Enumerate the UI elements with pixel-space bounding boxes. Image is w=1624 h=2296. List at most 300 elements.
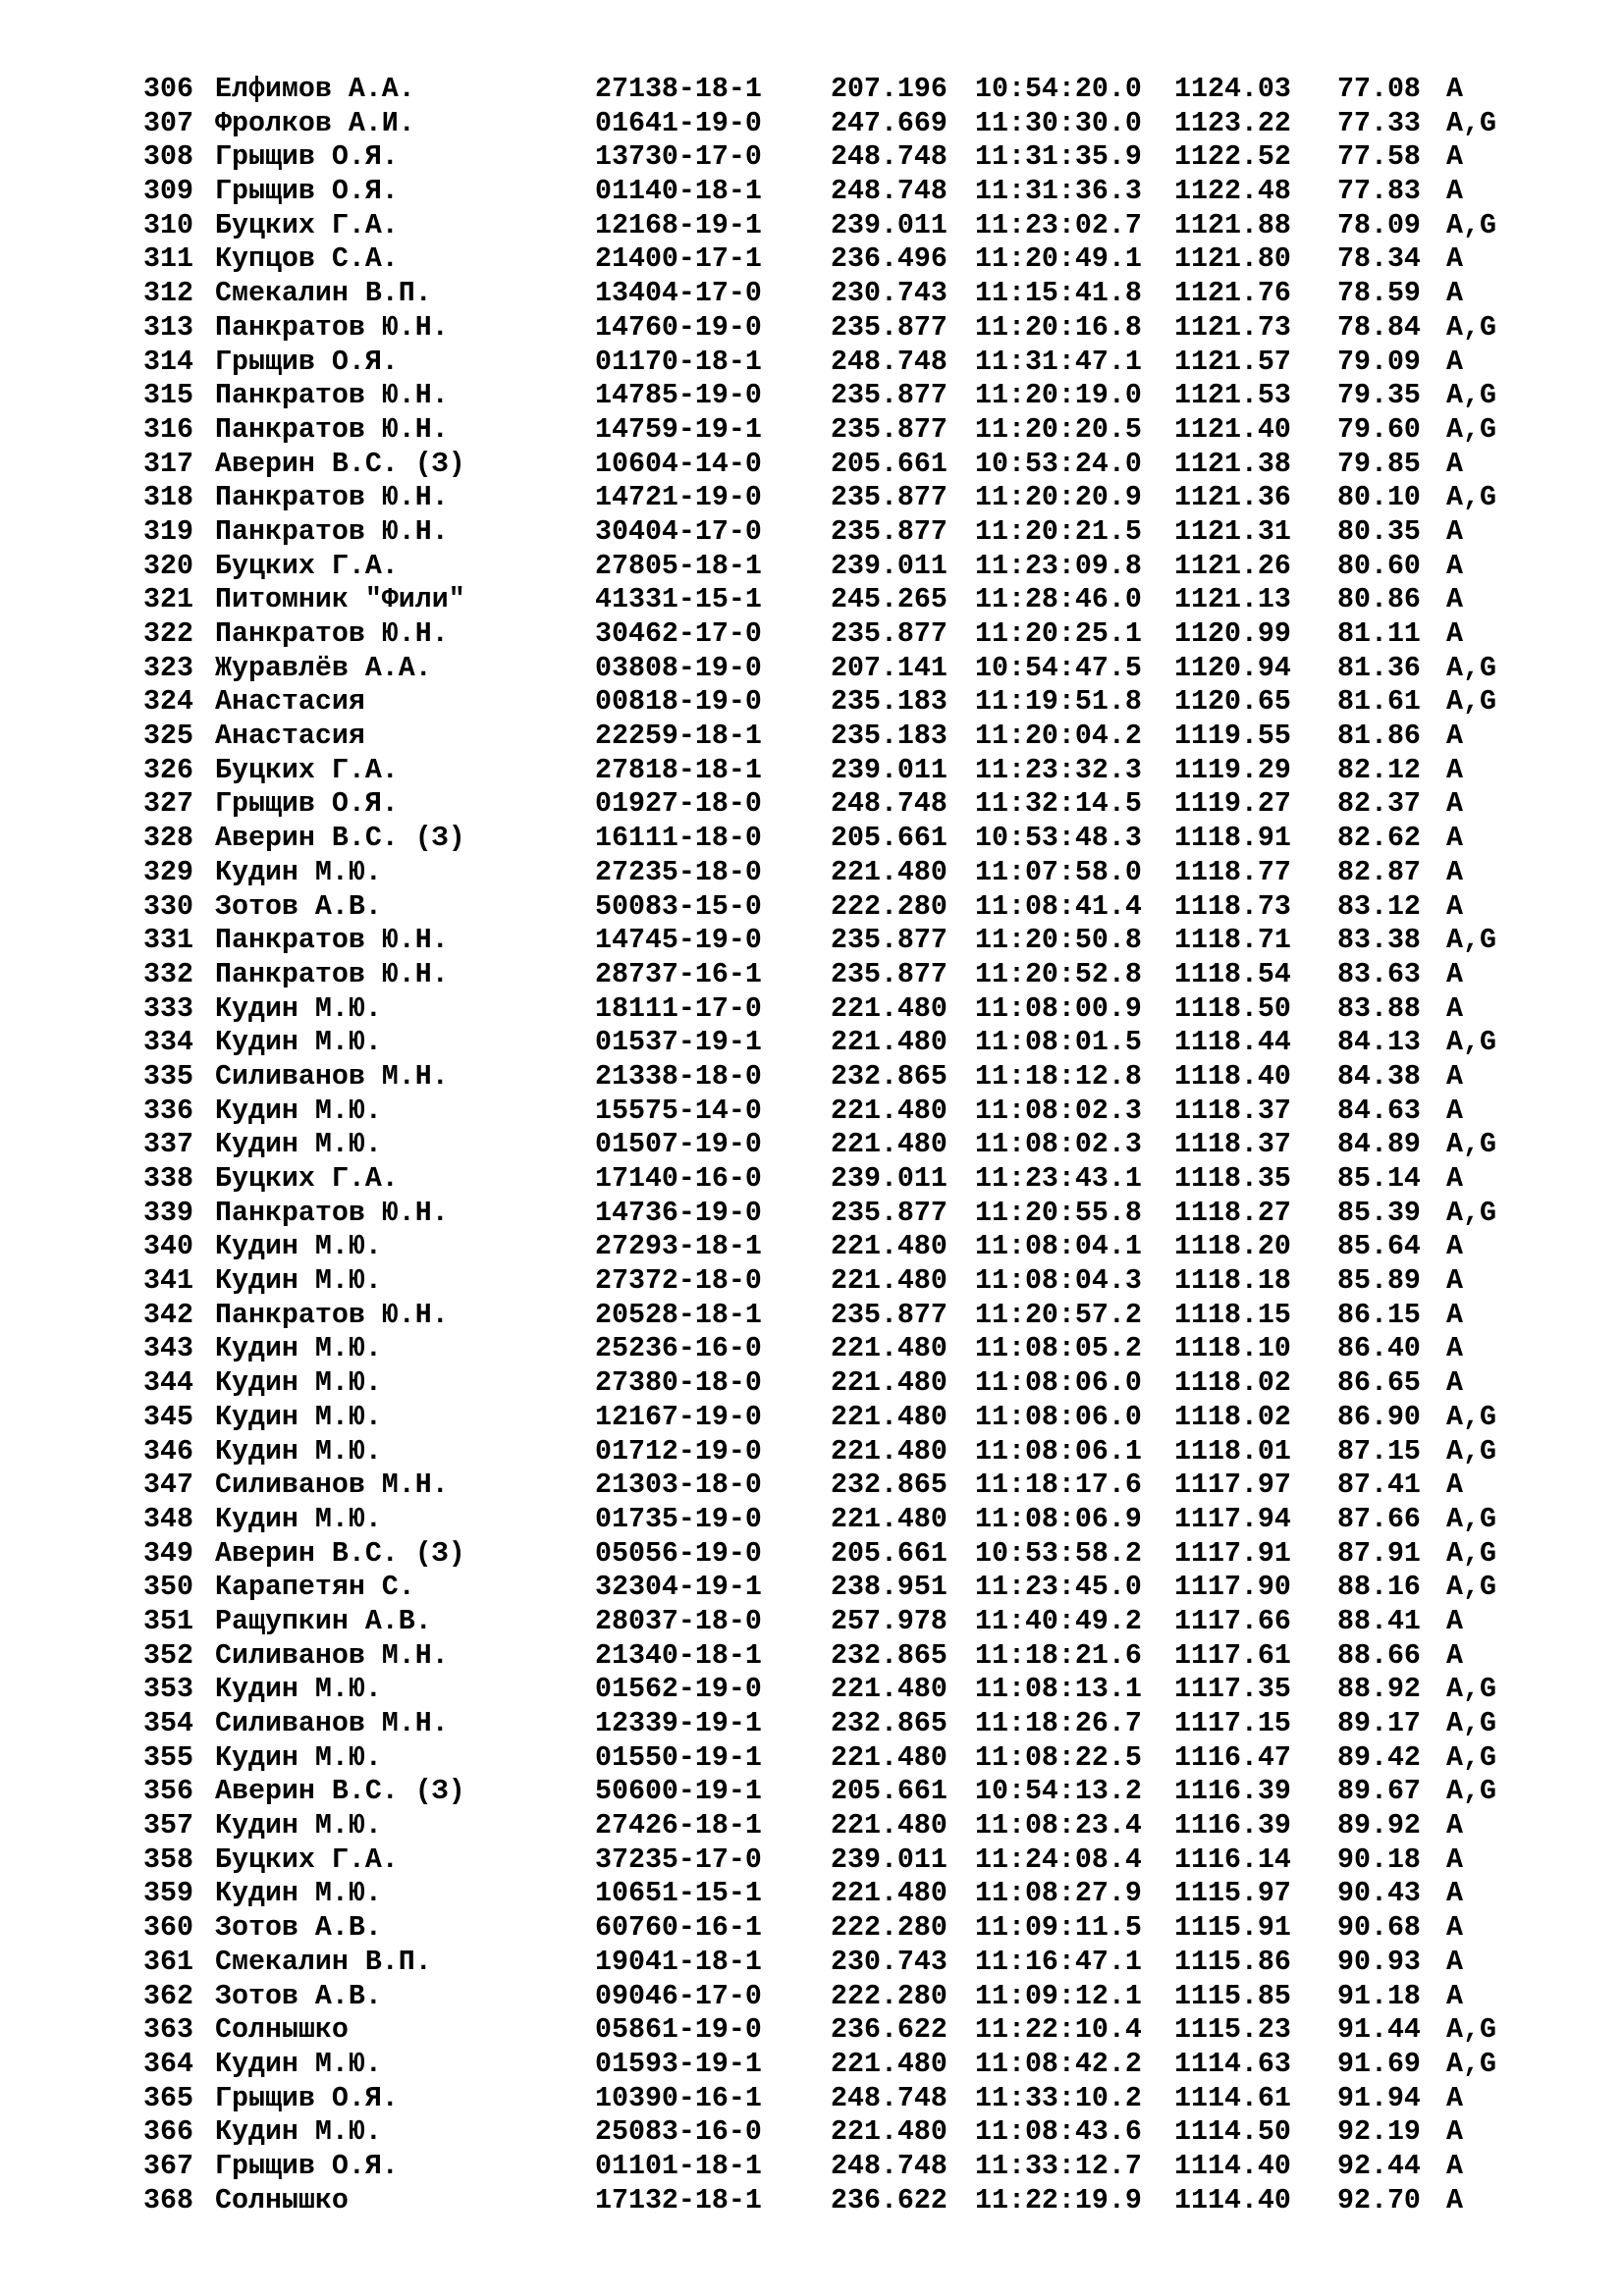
cell-time: 10:54:20.0 <box>975 74 1142 105</box>
cell-pos: 330 <box>143 890 193 923</box>
cell-speed: 1117.61 <box>1174 1639 1291 1672</box>
cell-coef: 90.68 <box>1337 1912 1421 1945</box>
cell-pos: 357 <box>143 1810 193 1842</box>
cell-coef: 81.11 <box>1337 618 1421 650</box>
cell-pos: 358 <box>143 1843 193 1876</box>
cell-time: 11:08:22.5 <box>975 1741 1142 1774</box>
cell-speed: 1115.86 <box>1174 1946 1291 1978</box>
cell-flag: A <box>1446 754 1463 786</box>
cell-name: Аверин В.С. (З) <box>215 448 465 480</box>
cell-pos: 323 <box>143 652 193 684</box>
cell-pos: 337 <box>143 1129 193 1161</box>
cell-flag: A <box>1446 1639 1463 1672</box>
cell-time: 11:20:04.2 <box>975 721 1142 753</box>
cell-pos: 321 <box>143 584 193 616</box>
cell-name: Грыщив О.Я. <box>215 346 399 378</box>
cell-pos: 313 <box>143 311 193 344</box>
cell-time: 11:20:55.8 <box>975 1197 1142 1229</box>
cell-coef: 82.37 <box>1337 788 1421 821</box>
cell-coef: 89.17 <box>1337 1708 1421 1739</box>
cell-ring: 28737-16-1 <box>595 958 762 990</box>
cell-pos: 306 <box>143 74 193 105</box>
cell-pos: 312 <box>143 278 193 310</box>
cell-time: 11:22:19.9 <box>975 2184 1142 2216</box>
cell-coef: 90.93 <box>1337 1946 1421 1978</box>
cell-time: 11:09:12.1 <box>975 1980 1142 2012</box>
cell-time: 11:23:43.1 <box>975 1163 1142 1195</box>
cell-coef: 85.14 <box>1337 1163 1421 1195</box>
cell-name: Буцких Г.А. <box>215 209 399 241</box>
cell-dist: 235.877 <box>831 413 947 446</box>
cell-flag: A <box>1446 2116 1463 2149</box>
cell-speed: 1118.01 <box>1174 1435 1291 1468</box>
cell-dist: 248.748 <box>831 2150 947 2182</box>
cell-flag: A <box>1446 1605 1463 1637</box>
cell-ring: 19041-18-1 <box>595 1946 762 1978</box>
cell-time: 11:09:11.5 <box>975 1912 1142 1945</box>
cell-dist: 235.877 <box>831 311 947 344</box>
cell-name: Кудин М.Ю. <box>215 1435 382 1468</box>
cell-speed: 1118.71 <box>1174 925 1291 957</box>
cell-time: 11:08:06.0 <box>975 1367 1142 1400</box>
cell-name: Журавлёв А.А. <box>215 652 432 684</box>
cell-coef: 91.69 <box>1337 2048 1421 2080</box>
cell-time: 11:33:10.2 <box>975 2082 1142 2114</box>
cell-time: 11:16:47.1 <box>975 1946 1142 1978</box>
cell-flag: A,G <box>1446 482 1496 514</box>
cell-flag: A <box>1446 1299 1463 1331</box>
cell-coef: 87.66 <box>1337 1503 1421 1535</box>
cell-pos: 328 <box>143 823 193 855</box>
cell-flag: A <box>1446 992 1463 1025</box>
cell-time: 11:08:43.6 <box>975 2116 1142 2149</box>
cell-time: 11:08:05.2 <box>975 1333 1142 1365</box>
cell-dist: 245.265 <box>831 584 947 616</box>
cell-speed: 1118.35 <box>1174 1163 1291 1195</box>
cell-dist: 235.877 <box>831 925 947 957</box>
cell-coef: 78.59 <box>1337 278 1421 310</box>
cell-coef: 85.39 <box>1337 1197 1421 1229</box>
cell-dist: 221.480 <box>831 1333 947 1365</box>
cell-name: Грыщив О.Я. <box>215 2150 399 2182</box>
cell-name: Кудин М.Ю. <box>215 1810 382 1842</box>
cell-name: Купцов С.А. <box>215 243 399 276</box>
cell-dist: 257.978 <box>831 1605 947 1637</box>
cell-name: Аверин В.С. (З) <box>215 1776 465 1808</box>
cell-pos: 319 <box>143 515 193 548</box>
cell-flag: A,G <box>1446 380 1496 412</box>
cell-flag: A <box>1446 176 1463 208</box>
cell-name: Панкратов Ю.Н. <box>215 925 449 957</box>
cell-speed: 1121.36 <box>1174 482 1291 514</box>
cell-dist: 235.877 <box>831 482 947 514</box>
cell-dist: 221.480 <box>831 1503 947 1535</box>
cell-name: Ращупкин А.В. <box>215 1605 432 1637</box>
cell-speed: 1115.85 <box>1174 1980 1291 2012</box>
cell-time: 11:08:13.1 <box>975 1674 1142 1706</box>
cell-ring: 14760-19-0 <box>595 311 762 344</box>
cell-coef: 82.12 <box>1337 754 1421 786</box>
cell-coef: 77.08 <box>1337 74 1421 105</box>
cell-ring: 30462-17-0 <box>595 618 762 650</box>
cell-pos: 368 <box>143 2184 193 2216</box>
cell-flag: A,G <box>1446 1572 1496 1604</box>
cell-time: 11:20:21.5 <box>975 515 1142 548</box>
cell-coef: 84.89 <box>1337 1129 1421 1161</box>
cell-time: 11:08:04.1 <box>975 1231 1142 1263</box>
cell-coef: 86.90 <box>1337 1401 1421 1433</box>
cell-pos: 325 <box>143 721 193 753</box>
cell-speed: 1116.39 <box>1174 1810 1291 1842</box>
cell-coef: 86.65 <box>1337 1367 1421 1400</box>
cell-dist: 205.661 <box>831 1776 947 1808</box>
cell-speed: 1121.73 <box>1174 311 1291 344</box>
cell-speed: 1117.90 <box>1174 1572 1291 1604</box>
cell-time: 11:19:51.8 <box>975 686 1142 719</box>
cell-ring: 27380-18-0 <box>595 1367 762 1400</box>
cell-pos: 316 <box>143 413 193 446</box>
cell-dist: 221.480 <box>831 992 947 1025</box>
cell-dist: 221.480 <box>831 1129 947 1161</box>
cell-speed: 1117.94 <box>1174 1503 1291 1535</box>
cell-speed: 1118.91 <box>1174 823 1291 855</box>
cell-speed: 1119.29 <box>1174 754 1291 786</box>
cell-flag: A,G <box>1446 311 1496 344</box>
cell-pos: 351 <box>143 1605 193 1637</box>
cell-speed: 1121.76 <box>1174 278 1291 310</box>
cell-coef: 90.18 <box>1337 1843 1421 1876</box>
cell-flag: A <box>1446 823 1463 855</box>
cell-coef: 89.92 <box>1337 1810 1421 1842</box>
cell-pos: 366 <box>143 2116 193 2149</box>
cell-ring: 12339-19-1 <box>595 1708 762 1739</box>
cell-time: 11:20:20.9 <box>975 482 1142 514</box>
cell-speed: 1118.40 <box>1174 1060 1291 1093</box>
cell-pos: 341 <box>143 1265 193 1298</box>
cell-speed: 1118.37 <box>1174 1129 1291 1161</box>
cell-coef: 80.10 <box>1337 482 1421 514</box>
cell-flag: A <box>1446 74 1463 105</box>
cell-pos: 360 <box>143 1912 193 1945</box>
cell-ring: 27805-18-1 <box>595 550 762 582</box>
cell-speed: 1114.50 <box>1174 2116 1291 2149</box>
cell-ring: 14721-19-0 <box>595 482 762 514</box>
cell-pos: 363 <box>143 2014 193 2047</box>
cell-speed: 1114.40 <box>1174 2150 1291 2182</box>
cell-dist: 232.865 <box>831 1708 947 1739</box>
cell-time: 10:53:48.3 <box>975 823 1142 855</box>
cell-pos: 308 <box>143 141 193 174</box>
cell-flag: A,G <box>1446 1741 1496 1774</box>
cell-speed: 1121.80 <box>1174 243 1291 276</box>
cell-flag: A <box>1446 141 1463 174</box>
cell-ring: 17140-16-0 <box>595 1163 762 1195</box>
cell-speed: 1117.35 <box>1174 1674 1291 1706</box>
cell-name: Панкратов Ю.Н. <box>215 958 449 990</box>
cell-ring: 00818-19-0 <box>595 686 762 719</box>
cell-speed: 1121.53 <box>1174 380 1291 412</box>
cell-pos: 340 <box>143 1231 193 1263</box>
cell-time: 11:20:57.2 <box>975 1299 1142 1331</box>
cell-name: Кудин М.Ю. <box>215 992 382 1025</box>
cell-coef: 92.44 <box>1337 2150 1421 2182</box>
cell-coef: 80.35 <box>1337 515 1421 548</box>
cell-time: 11:08:23.4 <box>975 1810 1142 1842</box>
cell-dist: 205.661 <box>831 1537 947 1570</box>
cell-name: Силиванов М.Н. <box>215 1708 449 1739</box>
cell-dist: 221.480 <box>831 1265 947 1298</box>
cell-coef: 80.86 <box>1337 584 1421 616</box>
cell-pos: 353 <box>143 1674 193 1706</box>
cell-speed: 1118.10 <box>1174 1333 1291 1365</box>
cell-name: Смекалин В.П. <box>215 278 432 310</box>
cell-speed: 1118.44 <box>1174 1027 1291 1059</box>
cell-speed: 1122.52 <box>1174 141 1291 174</box>
cell-name: Зотов А.В. <box>215 1980 382 2012</box>
cell-ring: 01507-19-0 <box>595 1129 762 1161</box>
cell-name: Солнышко <box>215 2014 349 2047</box>
cell-ring: 12168-19-1 <box>595 209 762 241</box>
cell-name: Кудин М.Ю. <box>215 1503 382 1535</box>
cell-speed: 1118.73 <box>1174 890 1291 923</box>
cell-pos: 364 <box>143 2048 193 2080</box>
cell-pos: 315 <box>143 380 193 412</box>
cell-flag: A <box>1446 721 1463 753</box>
cell-coef: 83.38 <box>1337 925 1421 957</box>
cell-ring: 27818-18-1 <box>595 754 762 786</box>
cell-dist: 248.748 <box>831 346 947 378</box>
cell-ring: 01927-18-0 <box>595 788 762 821</box>
cell-name: Силиванов М.Н. <box>215 1639 449 1672</box>
cell-pos: 320 <box>143 550 193 582</box>
cell-name: Елфимов А.А. <box>215 74 415 105</box>
cell-ring: 32304-19-1 <box>595 1572 762 1604</box>
cell-coef: 77.83 <box>1337 176 1421 208</box>
cell-name: Аверин В.С. (З) <box>215 1537 465 1570</box>
cell-name: Кудин М.Ю. <box>215 1095 382 1127</box>
cell-ring: 28037-18-0 <box>595 1605 762 1637</box>
cell-name: Фролков А.И. <box>215 107 415 139</box>
cell-flag: A,G <box>1446 686 1496 719</box>
cell-time: 10:53:58.2 <box>975 1537 1142 1570</box>
cell-flag: A <box>1446 1265 1463 1298</box>
cell-pos: 331 <box>143 925 193 957</box>
cell-ring: 10604-14-0 <box>595 448 762 480</box>
cell-coef: 81.86 <box>1337 721 1421 753</box>
cell-flag: A <box>1446 1469 1463 1502</box>
cell-flag: A,G <box>1446 925 1496 957</box>
cell-speed: 1118.27 <box>1174 1197 1291 1229</box>
cell-flag: A <box>1446 1810 1463 1842</box>
cell-coef: 81.36 <box>1337 652 1421 684</box>
cell-pos: 343 <box>143 1333 193 1365</box>
cell-time: 11:20:49.1 <box>975 243 1142 276</box>
cell-ring: 16111-18-0 <box>595 823 762 855</box>
cell-dist: 232.865 <box>831 1639 947 1672</box>
cell-ring: 01101-18-1 <box>595 2150 762 2182</box>
cell-speed: 1121.57 <box>1174 346 1291 378</box>
cell-pos: 335 <box>143 1060 193 1093</box>
cell-name: Кудин М.Ю. <box>215 856 382 888</box>
cell-flag: A <box>1446 243 1463 276</box>
cell-speed: 1115.91 <box>1174 1912 1291 1945</box>
cell-dist: 239.011 <box>831 754 947 786</box>
cell-time: 11:08:04.3 <box>975 1265 1142 1298</box>
cell-flag: A <box>1446 1912 1463 1945</box>
cell-time: 11:08:06.0 <box>975 1401 1142 1433</box>
cell-name: Кудин М.Ю. <box>215 1741 382 1774</box>
cell-speed: 1119.27 <box>1174 788 1291 821</box>
cell-coef: 87.15 <box>1337 1435 1421 1468</box>
cell-ring: 27138-18-1 <box>595 74 762 105</box>
cell-name: Панкратов Ю.Н. <box>215 380 449 412</box>
cell-time: 11:23:02.7 <box>975 209 1142 241</box>
cell-name: Кудин М.Ю. <box>215 1333 382 1365</box>
cell-pos: 355 <box>143 1741 193 1774</box>
cell-ring: 13404-17-0 <box>595 278 762 310</box>
cell-ring: 14759-19-1 <box>595 413 762 446</box>
cell-speed: 1117.97 <box>1174 1469 1291 1502</box>
cell-coef: 80.60 <box>1337 550 1421 582</box>
cell-time: 11:18:12.8 <box>975 1060 1142 1093</box>
cell-flag: A,G <box>1446 1401 1496 1433</box>
cell-dist: 235.877 <box>831 1197 947 1229</box>
cell-time: 10:54:47.5 <box>975 652 1142 684</box>
cell-speed: 1116.47 <box>1174 1741 1291 1774</box>
cell-dist: 207.196 <box>831 74 947 105</box>
cell-name: Кудин М.Ю. <box>215 2048 382 2080</box>
cell-dist: 248.748 <box>831 176 947 208</box>
cell-coef: 83.63 <box>1337 958 1421 990</box>
cell-dist: 221.480 <box>831 1674 947 1706</box>
cell-coef: 78.09 <box>1337 209 1421 241</box>
cell-pos: 350 <box>143 1572 193 1604</box>
cell-ring: 12167-19-0 <box>595 1401 762 1433</box>
cell-pos: 332 <box>143 958 193 990</box>
cell-ring: 27293-18-1 <box>595 1231 762 1263</box>
cell-ring: 14736-19-0 <box>595 1197 762 1229</box>
cell-dist: 236.496 <box>831 243 947 276</box>
cell-speed: 1116.14 <box>1174 1843 1291 1876</box>
cell-time: 11:28:46.0 <box>975 584 1142 616</box>
cell-dist: 221.480 <box>831 1810 947 1842</box>
cell-flag: A <box>1446 1843 1463 1876</box>
cell-ring: 14785-19-0 <box>595 380 762 412</box>
cell-time: 11:20:50.8 <box>975 925 1142 957</box>
cell-dist: 235.877 <box>831 1299 947 1331</box>
cell-flag: A,G <box>1446 1503 1496 1535</box>
cell-flag: A <box>1446 788 1463 821</box>
cell-flag: A,G <box>1446 209 1496 241</box>
cell-ring: 01641-19-0 <box>595 107 762 139</box>
cell-pos: 349 <box>143 1537 193 1570</box>
cell-ring: 01140-18-1 <box>595 176 762 208</box>
cell-time: 11:15:41.8 <box>975 278 1142 310</box>
cell-speed: 1121.88 <box>1174 209 1291 241</box>
cell-coef: 88.92 <box>1337 1674 1421 1706</box>
cell-flag: A <box>1446 890 1463 923</box>
cell-pos: 338 <box>143 1163 193 1195</box>
cell-pos: 322 <box>143 618 193 650</box>
cell-name: Солнышко <box>215 2184 349 2216</box>
cell-ring: 18111-17-0 <box>595 992 762 1025</box>
cell-coef: 82.87 <box>1337 856 1421 888</box>
cell-flag: A <box>1446 1163 1463 1195</box>
cell-pos: 334 <box>143 1027 193 1059</box>
cell-pos: 327 <box>143 788 193 821</box>
cell-time: 11:08:06.9 <box>975 1503 1142 1535</box>
cell-coef: 91.44 <box>1337 2014 1421 2047</box>
cell-time: 11:24:08.4 <box>975 1843 1142 1876</box>
cell-flag: A <box>1446 448 1463 480</box>
cell-ring: 05861-19-0 <box>595 2014 762 2047</box>
cell-dist: 235.877 <box>831 380 947 412</box>
cell-dist: 239.011 <box>831 209 947 241</box>
cell-ring: 13730-17-0 <box>595 141 762 174</box>
cell-coef: 91.94 <box>1337 2082 1421 2114</box>
cell-time: 11:08:06.1 <box>975 1435 1142 1468</box>
cell-name: Кудин М.Ю. <box>215 1878 382 1910</box>
cell-coef: 79.35 <box>1337 380 1421 412</box>
cell-coef: 78.84 <box>1337 311 1421 344</box>
cell-coef: 84.63 <box>1337 1095 1421 1127</box>
cell-speed: 1121.13 <box>1174 584 1291 616</box>
cell-flag: A,G <box>1446 1435 1496 1468</box>
cell-dist: 247.669 <box>831 107 947 139</box>
cell-pos: 318 <box>143 482 193 514</box>
cell-ring: 05056-19-0 <box>595 1537 762 1570</box>
cell-coef: 88.41 <box>1337 1605 1421 1637</box>
cell-dist: 221.480 <box>831 1878 947 1910</box>
cell-speed: 1120.65 <box>1174 686 1291 719</box>
cell-coef: 90.43 <box>1337 1878 1421 1910</box>
cell-speed: 1120.99 <box>1174 618 1291 650</box>
cell-ring: 25236-16-0 <box>595 1333 762 1365</box>
cell-speed: 1121.38 <box>1174 448 1291 480</box>
cell-name: Панкратов Ю.Н. <box>215 1299 449 1331</box>
cell-time: 11:30:30.0 <box>975 107 1142 139</box>
cell-coef: 83.88 <box>1337 992 1421 1025</box>
cell-flag: A <box>1446 2184 1463 2216</box>
cell-pos: 326 <box>143 754 193 786</box>
cell-flag: A <box>1446 278 1463 310</box>
cell-ring: 21340-18-1 <box>595 1639 762 1672</box>
cell-pos: 324 <box>143 686 193 719</box>
cell-ring: 50600-19-1 <box>595 1776 762 1808</box>
cell-dist: 235.183 <box>831 686 947 719</box>
cell-name: Грыщив О.Я. <box>215 176 399 208</box>
cell-coef: 92.70 <box>1337 2184 1421 2216</box>
cell-dist: 238.951 <box>831 1572 947 1604</box>
cell-speed: 1114.63 <box>1174 2048 1291 2080</box>
cell-name: Буцких Г.А. <box>215 754 399 786</box>
cell-time: 10:53:24.0 <box>975 448 1142 480</box>
cell-coef: 77.33 <box>1337 107 1421 139</box>
cell-time: 11:33:12.7 <box>975 2150 1142 2182</box>
cell-coef: 79.09 <box>1337 346 1421 378</box>
cell-name: Кудин М.Ю. <box>215 2116 382 2149</box>
cell-ring: 15575-14-0 <box>595 1095 762 1127</box>
cell-ring: 25083-16-0 <box>595 2116 762 2149</box>
cell-flag: A <box>1446 1231 1463 1263</box>
cell-name: Грыщив О.Я. <box>215 141 399 174</box>
cell-name: Панкратов Ю.Н. <box>215 515 449 548</box>
cell-flag: A,G <box>1446 652 1496 684</box>
cell-dist: 235.183 <box>831 721 947 753</box>
cell-pos: 342 <box>143 1299 193 1331</box>
cell-speed: 1123.22 <box>1174 107 1291 139</box>
cell-name: Панкратов Ю.Н. <box>215 1197 449 1229</box>
